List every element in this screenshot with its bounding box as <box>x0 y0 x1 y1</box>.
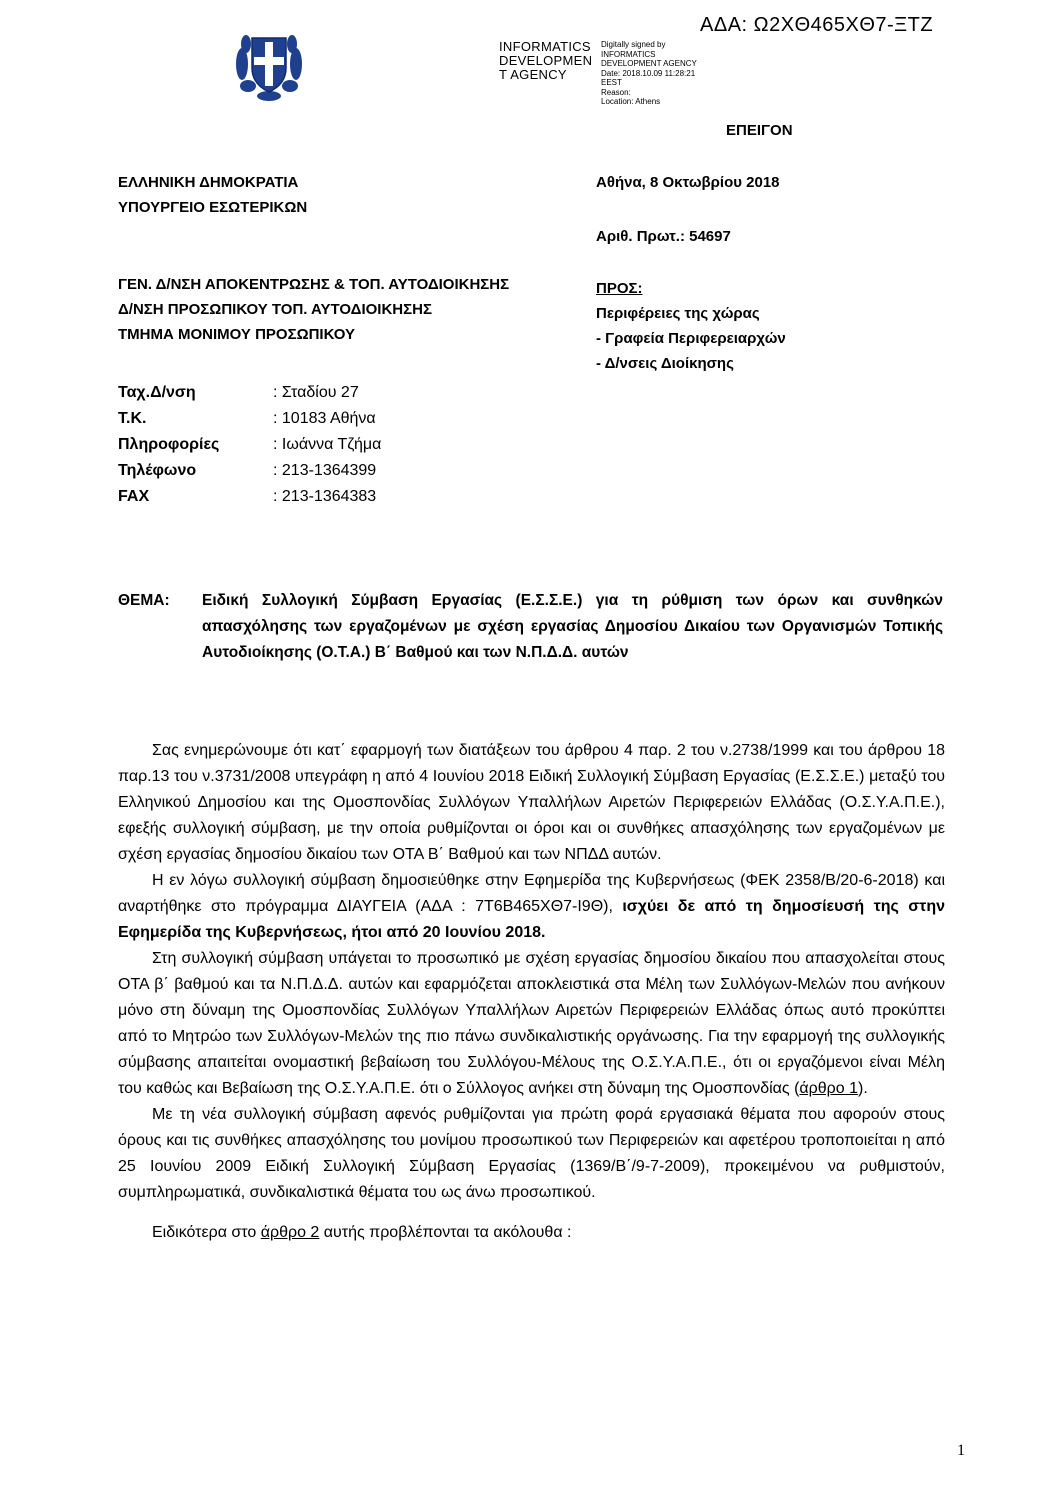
signature-line: EEST <box>601 78 622 87</box>
greek-coat-of-arms-icon <box>232 24 306 102</box>
body-paragraph <box>118 1220 945 1246</box>
body-paragraph <box>118 868 945 946</box>
paragraph-text: ). <box>858 1080 868 1097</box>
subject-block <box>118 588 943 666</box>
urgency-label: ΕΠΕΙΓΟΝ <box>726 122 793 139</box>
contact-row <box>118 458 381 484</box>
signature-line: DEVELOPMENT AGENCY <box>601 59 697 68</box>
sender-line: ΥΠΟΥΡΓΕΙΟ ΕΣΩΤΕΡΙΚΩΝ <box>118 199 308 216</box>
contact-key: Ταχ.Δ/νση <box>118 384 196 401</box>
contact-key: FAX <box>118 488 150 505</box>
contact-row <box>118 380 381 406</box>
ada-code: ΑΔΑ: Ω2ΧΘ465ΧΘ7-ΞΤΖ <box>700 14 934 36</box>
subject-text: Ειδική Συλλογική Σύμβαση Εργασίας (Ε.Σ.Σ.Ε.) για τη ρύθμιση των όρων και συνθηκών απασχόλησης των εργαζομένων με σχέση εργασίας Δημοσίου Δικαίου των Οργανισμών Τοπικής Αυτοδιοίκησης (Ο.Τ.Α.) Β΄ Βαθμού και των Ν.Π.Δ.Δ. αυτών <box>202 592 943 661</box>
sender-line: ΕΛΛΗΝΙΚΗ ΔΗΜΟΚΡΑΤΙΑ <box>118 174 299 191</box>
recipient-line: - Γραφεία Περιφερειαρχών <box>596 330 786 347</box>
signature-line: Digitally signed by <box>601 40 666 49</box>
recipient-line: Περιφέρειες της χώρας <box>596 305 760 322</box>
document-date: Αθήνα, 8 Οκτωβρίου 2018 <box>596 174 780 191</box>
protocol-number: Αριθ. Πρωτ.: 54697 <box>596 228 731 245</box>
department-line: ΤΜΗΜΑ ΜΟΝΙΜΟΥ ΠΡΟΣΩΠΙΚΟΥ <box>118 326 355 343</box>
contact-value: : 10183 Αθήνα <box>273 410 376 427</box>
contact-value: : Σταδίου 27 <box>273 384 359 401</box>
contact-value: : 213-1364399 <box>273 462 377 479</box>
digital-signature-organization: INFORMATICS DEVELOPMEN T AGENCY <box>499 39 593 82</box>
paragraph-text: Η εν λόγω συλλογική σύμβαση δημοσιεύθηκε στην Εφημερίδα της Κυβερνήσεως (ΦΕΚ 2358/Β/20-6-2018) και αναρτήθηκε στο πρόγραμμα ΔΙΑΥΓΕΙΑ (ΑΔΑ : 7Τ6Β465ΧΘ7-Ι9Θ), <box>118 872 945 915</box>
signature-line: Reason: <box>601 87 631 97</box>
contact-key: Τ.Κ. <box>118 410 147 427</box>
body-paragraph: Με τη νέα συλλογική σύμβαση αφενός ρυθμίζονται για πρώτη φορά εργασιακά θέματα που αφορούν στους όρους και τις συνθήκες απασχόλησης του μονίμου προσωπικού των Περιφερειών και αφετέρου τροποποιείται η από 25 Ιουνίου 2009 Ειδική Συλλογική Σύμβαση Εργασίας (1369/Β΄/9-7-2009), προκειμένου να ρυθμιστούν, συμπληρωματικά, συνδικαλιστικά θέματα του ως άνω προσωπικού. <box>118 1106 945 1201</box>
body-paragraph <box>118 946 945 1102</box>
subject-label: ΘΕΜΑ: <box>118 592 170 609</box>
sender-ministry <box>118 170 307 220</box>
recipient-line: - Δ/νσεις Διοίκησης <box>596 355 734 372</box>
contact-row <box>118 406 381 432</box>
paragraph-text: Στη συλλογική σύμβαση υπάγεται το προσωπικό με σχέση εργασίας δημοσίου δικαίου που απασχολείται στους ΟΤΑ β΄ βαθμού και τα Ν.Π.Δ.Δ. αυτών και εφαρμόζεται αποκλειστικά στα Μέλη των Συλλόγων-Μελών που ανήκουν μόνο στη δύναμη της Ομοσπονδίας Συλλόγων Υπαλλήλων Αιρετών Περιφερειών Ελλάδας όπως αυτό προκύπτει από το Μητρώο των Συλλόγων-Μελών της πιο πάνω συνδικαλιστικής οργάνωσης. Για την εφαρμογή της συλλογικής σύμβασης απαιτείται ονομαστική βεβαίωση του Συλλόγου-Μέλους της Ο.Σ.Υ.Α.Π.Ε., ότι οι εργαζόμενοι είναι Μέλη του καθώς και Βεβαίωση της Ο.Σ.Υ.Α.Π.Ε. ότι ο Σύλλογος ανήκει στη δύναμη της Ομοσπονδίας ( <box>118 950 945 1097</box>
contact-key: Πληροφορίες <box>118 436 220 453</box>
recipients-label: ΠΡΟΣ: <box>596 280 643 297</box>
signature-line: Date: 2018.10.09 11:28:21 <box>601 68 696 78</box>
effective-date-text: ισχύει δε από τη δημοσίευσή της στην Εφημερίδα της Κυβερνήσεως, ήτοι από 20 Ιουνίου 2018. <box>118 898 945 941</box>
contact-value: : Ιωάννα Τζήμα <box>273 436 382 453</box>
contact-row <box>118 484 381 510</box>
contact-row <box>118 432 381 458</box>
paragraph-text: αυτής προβλέπονται τα ακόλουθα : <box>319 1224 572 1241</box>
recipients-block <box>596 276 786 376</box>
contact-details <box>118 380 381 510</box>
department-line: Δ/ΝΣΗ ΠΡΟΣΩΠΙΚΟΥ ΤΟΠ. ΑΥΤΟΔΙΟΙΚΗΣΗΣ <box>118 301 432 318</box>
article-2-reference: άρθρο 2 <box>260 1224 320 1241</box>
contact-key: Τηλέφωνο <box>118 462 197 479</box>
paragraph-text: Ειδικότερα στο <box>152 1224 261 1241</box>
sender-department <box>118 272 509 347</box>
signature-line: Location: Athens <box>601 97 661 106</box>
contact-value: : 213-1364383 <box>273 488 377 505</box>
department-line: ΓΕΝ. Δ/ΝΣΗ ΑΠΟΚΕΝΤΡΩΣΗΣ & ΤΟΠ. ΑΥΤΟΔΙΟΙΚΗΣΗΣ <box>118 276 510 293</box>
body-paragraph: Σας ενημερώνουμε ότι κατ΄ εφαρμογή των διατάξεων του άρθρου 4 παρ. 2 του ν.2738/1999 και του άρθρου 18 παρ.13 του ν.3731/2008 υπεγράφη η από 4 Ιουνίου 2018 Ειδική Συλλογική Σύμβαση Εργασίας (Ε.Σ.Σ.Ε.) μεταξύ του Ελληνικού Δημοσίου και της Ομοσπονδίας Συλλόγων Υπαλλήλων Αιρετών Περιφερειών Ελλάδας (Ο.Σ.Υ.Α.Π.Ε.), εφεξής συλλογική σύμβαση, με την οποία ρυθμίζονται οι όροι και οι συνθήκες απασχόλησης των εργαζομένων με σχέση εργασίας δημοσίου δικαίου των ΟΤΑ Β΄ Βαθμού και των ΝΠΔΔ αυτών. <box>118 742 945 863</box>
article-1-reference: άρθρο 1 <box>799 1080 859 1097</box>
digital-signature-details <box>601 40 721 107</box>
letter-body <box>118 738 945 1246</box>
page-number: 1 <box>957 1442 965 1459</box>
signature-line: INFORMATICS <box>601 49 656 59</box>
